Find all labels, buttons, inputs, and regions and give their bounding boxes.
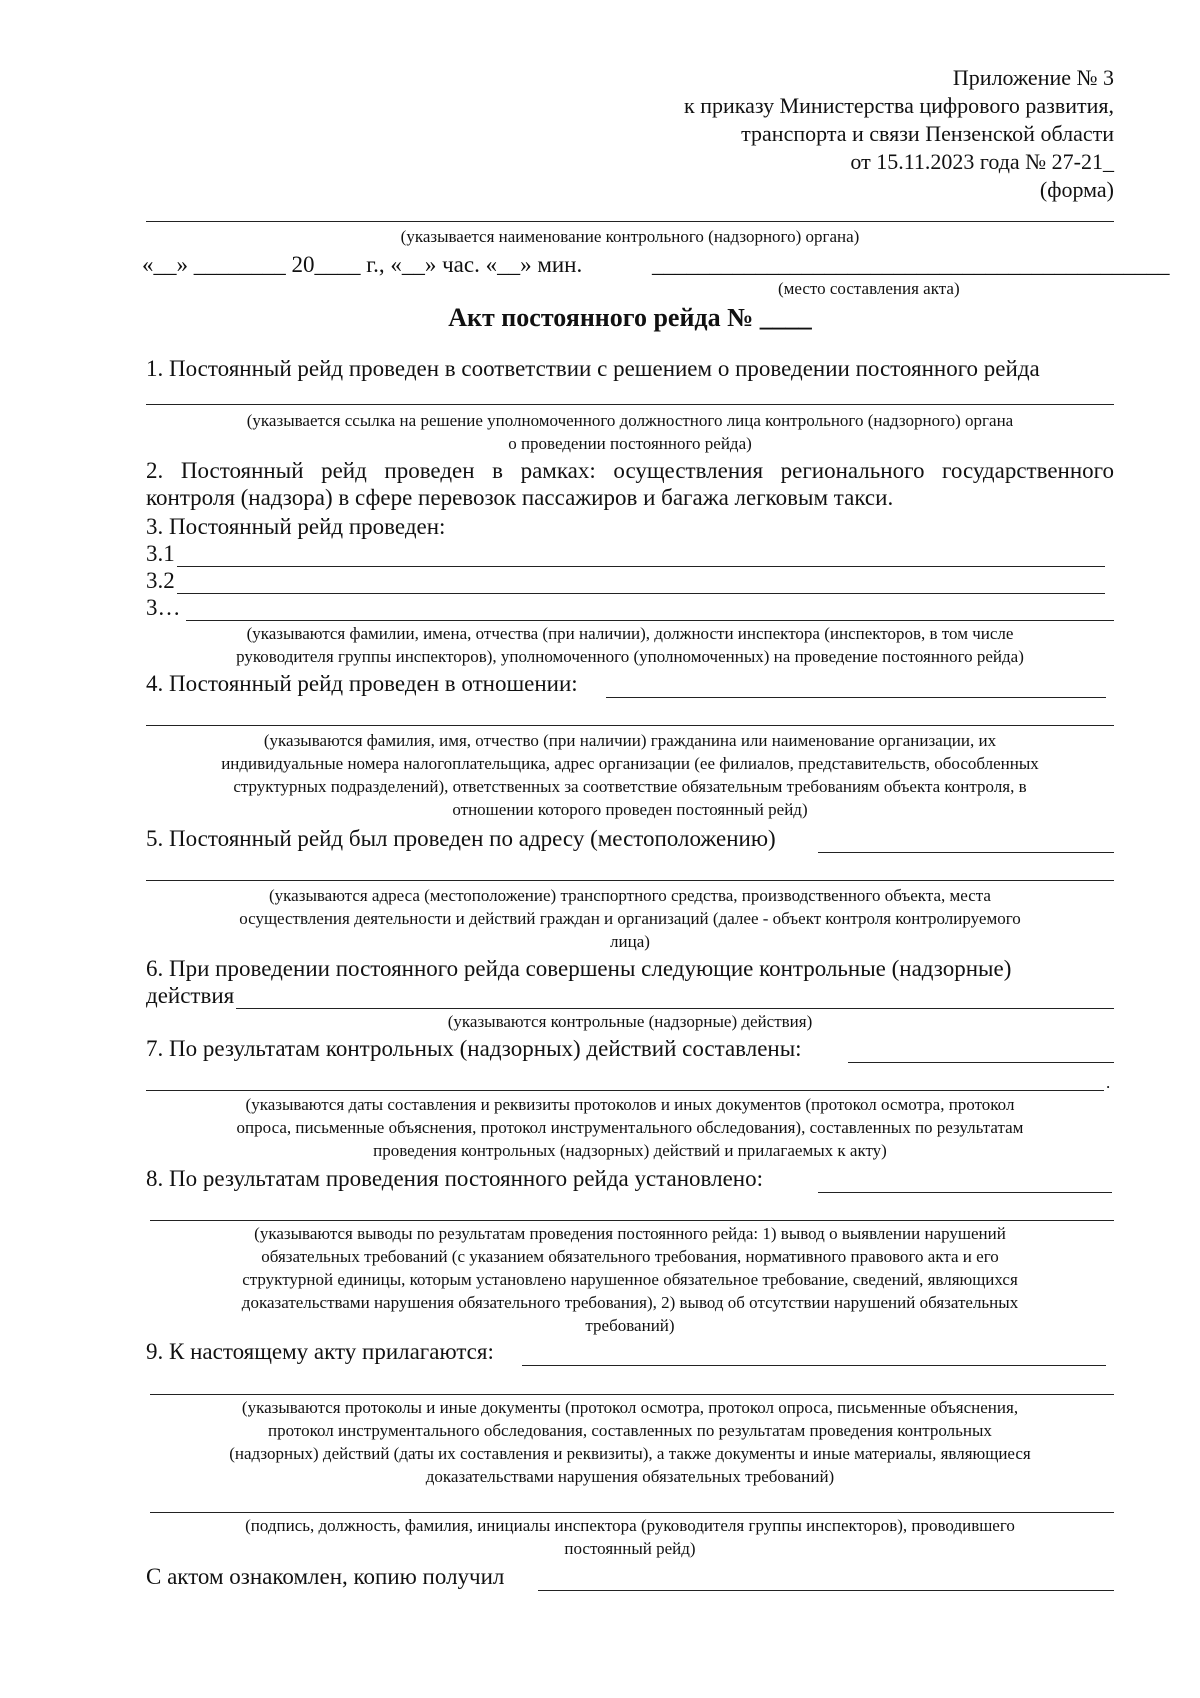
item-7-text: 7. По результатам контрольных (надзорных) действий составлены: [146,1036,802,1061]
item-4-hint-3: структурных подразделений), ответственных за соответствие обязательным требованиям объекта контроля, в [233,777,1027,796]
item-3-1-line[interactable] [177,566,1105,567]
signature-hint-1: (подпись, должность, фамилия, инициалы инспектора (руководителя группы инспекторов), проводившего [245,1516,1015,1535]
item-6-line[interactable] [236,1008,1114,1009]
item-5-hint-1: (указываются адреса (местоположение) транспортного средства, производственного объекта, места [269,886,991,905]
item-5-line-full[interactable] [146,880,1114,881]
item-1-text: 1. Постоянный рейд проведен в соответствии с решением о проведении постоянного рейда [146,356,1040,381]
item-1-line[interactable] [146,404,1114,405]
item-2-line-2: контроля (надзора) в сфере перевозок пассажиров и багажа легковым такси. [146,485,894,510]
act-place-hint: (место составления акта) [778,279,960,298]
header-line-date: от 15.11.2023 года № 27-21_ [850,149,1114,174]
item-1-hint-1: (указывается ссылка на решение уполномоченного должностного лица контрольного (надзорного) органа [246,411,1014,430]
item-3-text: 3. Постоянный рейд проведен: [146,514,446,539]
item-2-line-1: 2. Постоянный рейд проведен в рамках: осуществления регионального государственного [146,458,1114,483]
item-3-3-label: 3… [146,595,181,620]
item-4-line-full[interactable] [146,725,1114,726]
item-7-line-inline[interactable] [848,1062,1114,1063]
item-8-line-full[interactable] [150,1220,1114,1221]
acknowledgement-text: С актом ознакомлен, копию получил [146,1564,505,1589]
item-3-hint-2: руководителя группы инспекторов), уполномоченного (уполномоченных) на проведение постоянного рейда) [236,647,1024,666]
item-6-hint: (указываются контрольные (надзорные) действия) [447,1012,813,1031]
item-9-hint-2: протокол инструментального обследования, составленных по результатам проведения контрольных [268,1421,992,1440]
header-line-annex-number: Приложение № 3 [952,65,1114,90]
item-8-hint-5: требований) [585,1316,675,1335]
item-9-hint-1: (указываются протоколы и иные документы (протокол осмотра, протокол опроса, письменные объяснения, [241,1398,1019,1417]
act-date-time[interactable]: «__» ________ 20____ г., «__» час. «__» мин. [142,252,583,277]
acknowledgement-line[interactable] [538,1590,1114,1591]
item-3-hint-1: (указываются фамилии, имена, отчества (при наличии), должности инспектора (инспекторов, в том числе [246,624,1014,643]
item-4-hint-2: индивидуальные номера налогоплательщика, адрес организации (ее филиалов, представительств, обособленных [221,754,1039,773]
item-5-line-inline[interactable] [818,852,1114,853]
item-5-hint-3: лица) [610,932,650,951]
item-1-hint-2: о проведении постоянного рейда) [508,434,752,453]
inspector-signature-line[interactable] [150,1512,1114,1513]
header-line-order: к приказу Министерства цифрового развития, [684,93,1114,118]
item-7-dot: . [1106,1073,1111,1092]
act-place-line[interactable]: _____________________________________________ [652,252,1170,277]
signature-hint-2: постоянный рейд) [564,1539,696,1558]
item-9-line-full[interactable] [150,1394,1114,1395]
item-4-hint-4: отношении которого проведен постоянный рейд) [452,800,808,819]
item-9-text: 9. К настоящему акту прилагаются: [146,1339,494,1364]
item-7-hint-2: опроса, письменные объяснения, протокол инструментального обследования), составленных по результатам [236,1118,1024,1137]
item-7-line-full[interactable] [146,1090,1104,1091]
item-6-line-1: 6. При проведении постоянного рейда совершены следующие контрольные (надзорные) [146,956,1012,981]
item-9-hint-3: (надзорных) действий (даты их составления и реквизиты), а также документы и иные материалы, являющиеся [229,1444,1031,1463]
item-5-text: 5. Постоянный рейд был проведен по адресу (местоположению) [146,826,776,851]
item-3-2-label: 3.2 [146,568,175,593]
item-8-hint-3: структурной единицы, которым установлено нарушенное обязательное требование, сведений, являющихся [242,1270,1018,1289]
item-3-2-line[interactable] [177,593,1105,594]
header-annex [684,64,1114,204]
item-6-line-2: действия [146,983,235,1008]
item-7-hint-1: (указываются даты составления и реквизиты протоколов и иных документов (протокол осмотра, протокол [245,1095,1015,1114]
item-4-hint-1: (указываются фамилия, имя, отчество (при наличии) гражданина или наименование организации, их [263,731,997,750]
organ-name-line[interactable] [146,221,1114,222]
item-8-text: 8. По результатам проведения постоянного рейда установлено: [146,1166,764,1191]
item-8-hint-4: доказательствами нарушения обязательного требования), 2) вывод об отсутствии нарушений обязательных [241,1293,1019,1312]
item-9-hint-4: доказательствами нарушения обязательных требований) [425,1467,835,1486]
item-8-line-inline[interactable] [818,1192,1112,1193]
item-7-hint-3: проведения контрольных (надзорных) действий и прилагаемых к акту) [373,1141,887,1160]
organ-name-hint: (указывается наименование контрольного (надзорного) органа) [400,227,860,246]
item-3-3-line[interactable] [186,620,1114,621]
header-line-form: (форма) [1039,177,1114,202]
item-9-line-inline[interactable] [522,1365,1106,1366]
act-title: Акт постоянного рейда № ____ [448,303,812,332]
item-4-text: 4. Постоянный рейд проведен в отношении: [146,671,578,696]
item-8-hint-2: обязательных требований (с указанием обязательного требования, нормативного правового акта и его [261,1247,999,1266]
header-line-ministry: транспорта и связи Пензенской области [741,121,1114,146]
item-8-hint-1: (указываются выводы по результатам проведения постоянного рейда: 1) вывод о выявлении нарушений [254,1224,1006,1243]
item-3-1-label: 3.1 [146,541,175,566]
item-4-line-inline[interactable] [606,697,1106,698]
item-5-hint-2: осуществления деятельности и действий граждан и организаций (далее - объект контроля контролируемого [239,909,1021,928]
